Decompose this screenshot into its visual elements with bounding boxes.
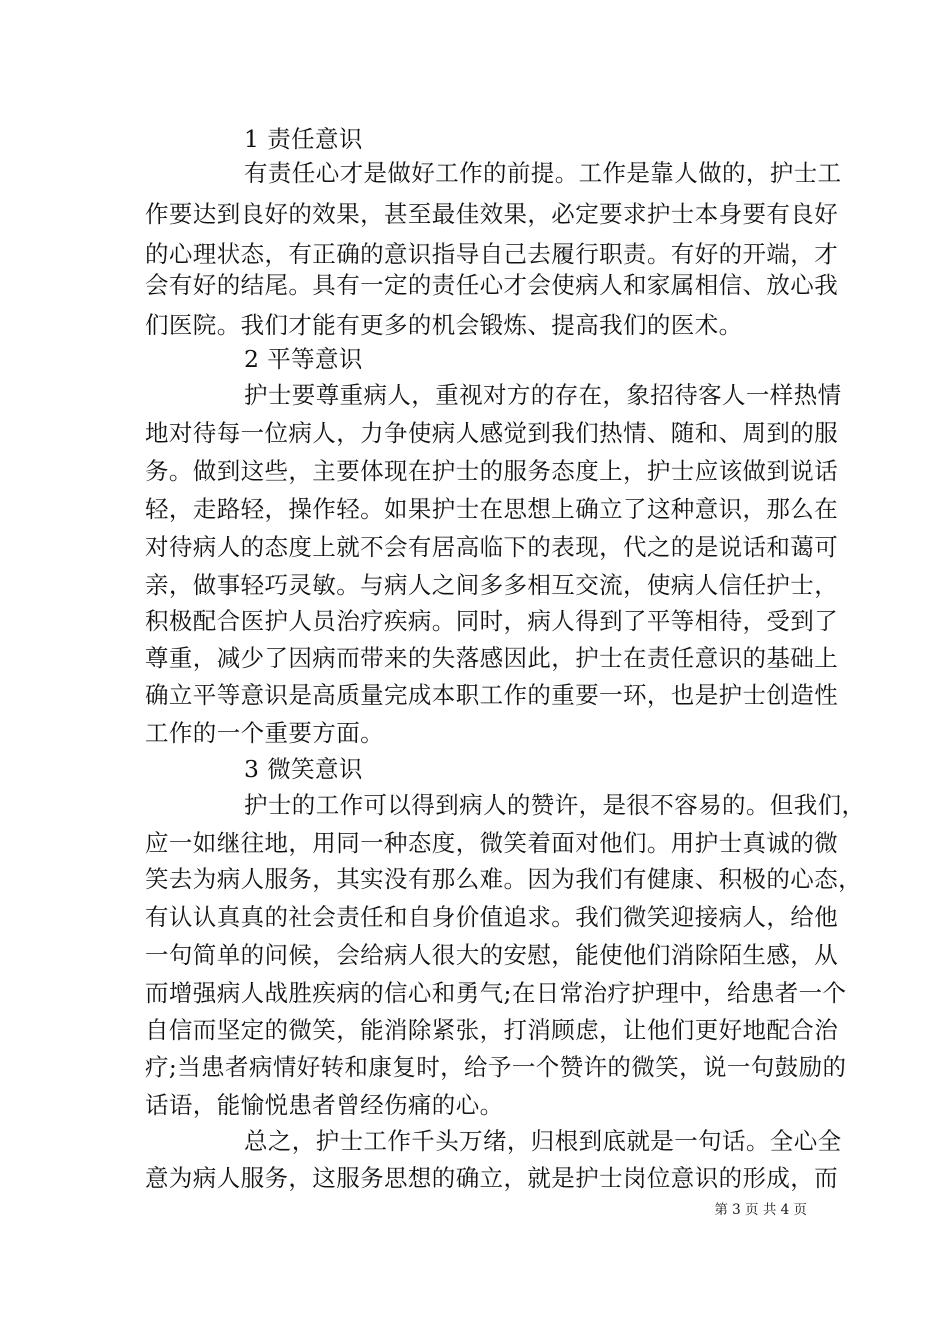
paragraph-line: 意为病人服务，这服务思想的确立，就是护士岗位意识的形成，而 (145, 1164, 839, 1192)
paragraph-line: 轻，走路轻，操作轻。如果护士在思想上确立了这种意识，那么在 (145, 495, 839, 523)
paragraph-line: 疗;当患者病情好转和康复时，给予一个赞许的微笑，说一句鼓励的 (145, 1053, 847, 1081)
paragraph-line: 作要达到良好的效果，甚至最佳效果，必定要求护士本身要有良好 (145, 200, 839, 228)
paragraph-line: 会有好的结尾。具有一定的责任心才会使病人和家属相信、放心我 (145, 271, 839, 299)
paragraph-line: 确立平等意识是高质量完成本职工作的重要一环，也是护士创造性 (145, 681, 839, 709)
section-heading-1: 1 责任意识 (244, 125, 363, 153)
paragraph-line: 而增强病人战胜疾病的信心和勇气;在日常治疗护理中，给患者一个 (145, 979, 847, 1007)
paragraph-line: 自信而坚定的微笑，能消除紧张，打消顾虑，让他们更好地配合治 (145, 1016, 839, 1044)
paragraph-line: 的心理状态，有正确的意识指导自己去履行职责。有好的开端，才 (145, 240, 839, 268)
paragraph-line: 护士的工作可以得到病人的赞许，是很不容易的。但我们， (244, 791, 866, 819)
paragraph-line: 对待病人的态度上就不会有居高临下的表现，代之的是说话和蔼可 (145, 533, 839, 561)
paragraph-line: 务。做到这些，主要体现在护士的服务态度上，护士应该做到说话 (145, 457, 839, 485)
paragraph-line: 工作的一个重要方面。 (145, 719, 384, 747)
paragraph-line: 应一如继往地，用同一种态度，微笑着面对他们。用护士真诚的微 (145, 829, 839, 857)
paragraph-line: 有认认真真的社会责任和自身价值追求。我们微笑迎接病人，给他 (145, 903, 839, 931)
section-heading-2: 2 平等意识 (244, 345, 363, 373)
paragraph-line: 一句简单的问候，会给病人很大的安慰，能使他们消除陌生感，从 (145, 941, 839, 969)
paragraph-line: 话语，能愉悦患者曾经伤痛的心。 (145, 1091, 504, 1119)
paragraph-line: 地对待每一位病人，力争使病人感觉到我们热情、随和、周到的服 (145, 419, 839, 447)
paragraph-line: 尊重，减少了因病而带来的失落感因此，护士在责任意识的基础上 (145, 644, 839, 672)
paragraph-line: 总之，护士工作千头万绪，归根到底就是一句话。全心全 (244, 1127, 842, 1155)
paragraph-line: 笑去为病人服务，其实没有那么难。因为我们有健康、积极的心态， (145, 865, 862, 893)
paragraph-line: 积极配合医护人员治疗疾病。同时，病人得到了平等相待，受到了 (145, 607, 839, 635)
paragraph-line: 亲，做事轻巧灵敏。与病人之间多多相互交流，使病人信任护士， (145, 571, 839, 599)
paragraph-line: 护士要尊重病人，重视对方的存在，象招待客人一样热情 (244, 381, 842, 409)
section-heading-3: 3 微笑意识 (244, 755, 363, 783)
page-number-footer: 第 3 页 共 4 页 (714, 1202, 807, 1218)
paragraph-line: 们医院。我们才能有更多的机会锻炼、提高我们的医术。 (145, 311, 743, 339)
paragraph-line: 有责任心才是做好工作的前提。工作是靠人做的，护士工 (244, 159, 842, 187)
